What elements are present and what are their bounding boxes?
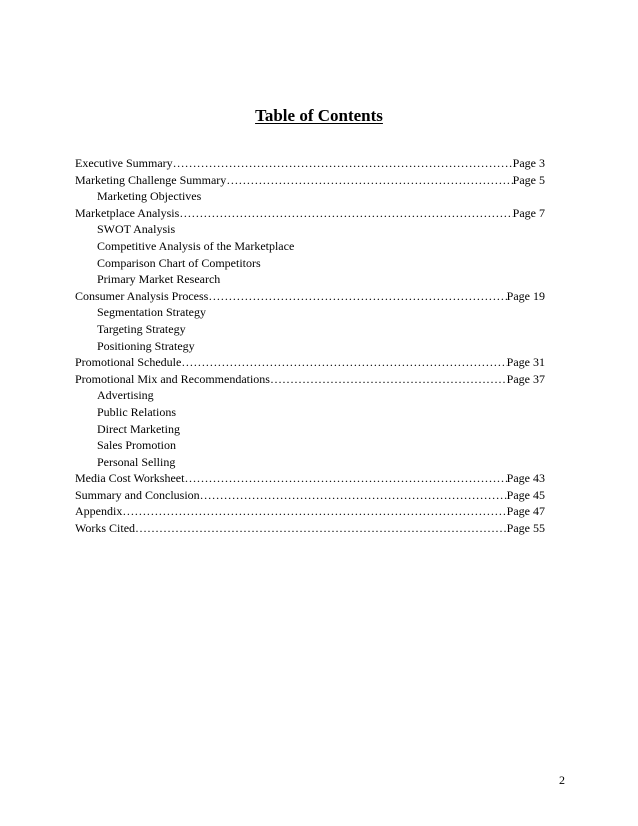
toc-entry-label: Works Cited xyxy=(75,521,136,536)
toc-subentry: Targeting Strategy xyxy=(97,321,186,336)
toc-entry-label: Promotional Schedule xyxy=(75,355,182,370)
toc-dot-leader xyxy=(173,155,513,172)
toc-dot-leader xyxy=(200,487,507,504)
toc-entry-page: Page 43 xyxy=(506,471,545,486)
toc-dot-leader xyxy=(226,172,512,189)
toc-entry xyxy=(75,354,545,371)
toc-subentry: SWOT Analysis xyxy=(97,222,176,237)
toc-dot-leader xyxy=(208,288,506,305)
toc-subentry: Segmentation Strategy xyxy=(97,305,206,320)
toc-dot-leader xyxy=(181,354,506,371)
toc-entry xyxy=(75,155,545,172)
toc-entry-label: Summary and Conclusion xyxy=(75,487,200,502)
toc-title-text: Table of Contents xyxy=(255,106,383,125)
toc-dot-leader xyxy=(122,503,506,520)
toc-entry-page: Page 31 xyxy=(506,355,545,370)
toc-entry xyxy=(75,371,545,388)
page-number: 2 xyxy=(559,773,565,787)
toc-dot-leader xyxy=(270,371,507,388)
toc-entry-page: Page 3 xyxy=(512,156,545,170)
toc-entry-page: Page 55 xyxy=(506,521,545,536)
toc-subentry: Marketing Objectives xyxy=(97,189,202,204)
toc-subentry: Public Relations xyxy=(97,404,176,419)
toc-entry-label: Appendix xyxy=(75,504,123,519)
toc-subentry: Sales Promotion xyxy=(97,438,177,453)
toc-entry xyxy=(75,487,545,504)
toc-subentry: Competitive Analysis of the Marketplace xyxy=(97,238,295,253)
toc-dot-leader xyxy=(184,470,506,487)
toc-subentry: Comparison Chart of Competitors xyxy=(97,255,261,270)
toc-subentry: Primary Market Research xyxy=(97,272,221,287)
toc-entry-page: Page 7 xyxy=(512,205,545,220)
toc-entry-label: Media Cost Worksheet xyxy=(75,471,185,486)
toc-entry-label: Marketing Challenge Summary xyxy=(75,172,227,187)
toc-entry xyxy=(75,288,545,305)
toc-entry-page: Page 5 xyxy=(512,172,545,187)
toc-entry-label: Promotional Mix and Recommendations xyxy=(75,371,270,386)
toc-entry-page: Page 19 xyxy=(506,288,545,303)
toc-subentry: Personal Selling xyxy=(97,454,176,469)
toc-subentry: Advertising xyxy=(97,388,154,403)
toc-entry-label: Executive Summary xyxy=(75,156,173,170)
toc-entry xyxy=(75,503,545,520)
toc-entry-label: Marketplace Analysis xyxy=(75,205,180,220)
toc-subentry: Direct Marketing xyxy=(97,421,180,436)
toc-entry xyxy=(75,470,545,487)
toc-entry xyxy=(75,520,545,537)
toc-title xyxy=(0,106,638,126)
toc-entry-page: Page 47 xyxy=(506,504,545,519)
toc-entry-label: Consumer Analysis Process xyxy=(75,288,209,303)
toc-entry xyxy=(75,205,545,222)
toc-entry xyxy=(75,172,545,189)
toc-entry-page: Page 45 xyxy=(506,487,545,502)
table-of-contents xyxy=(75,155,545,537)
toc-entry-page: Page 37 xyxy=(506,371,545,386)
toc-subentry: Positioning Strategy xyxy=(97,338,195,353)
toc-dot-leader xyxy=(135,520,507,537)
toc-dot-leader xyxy=(179,205,512,222)
